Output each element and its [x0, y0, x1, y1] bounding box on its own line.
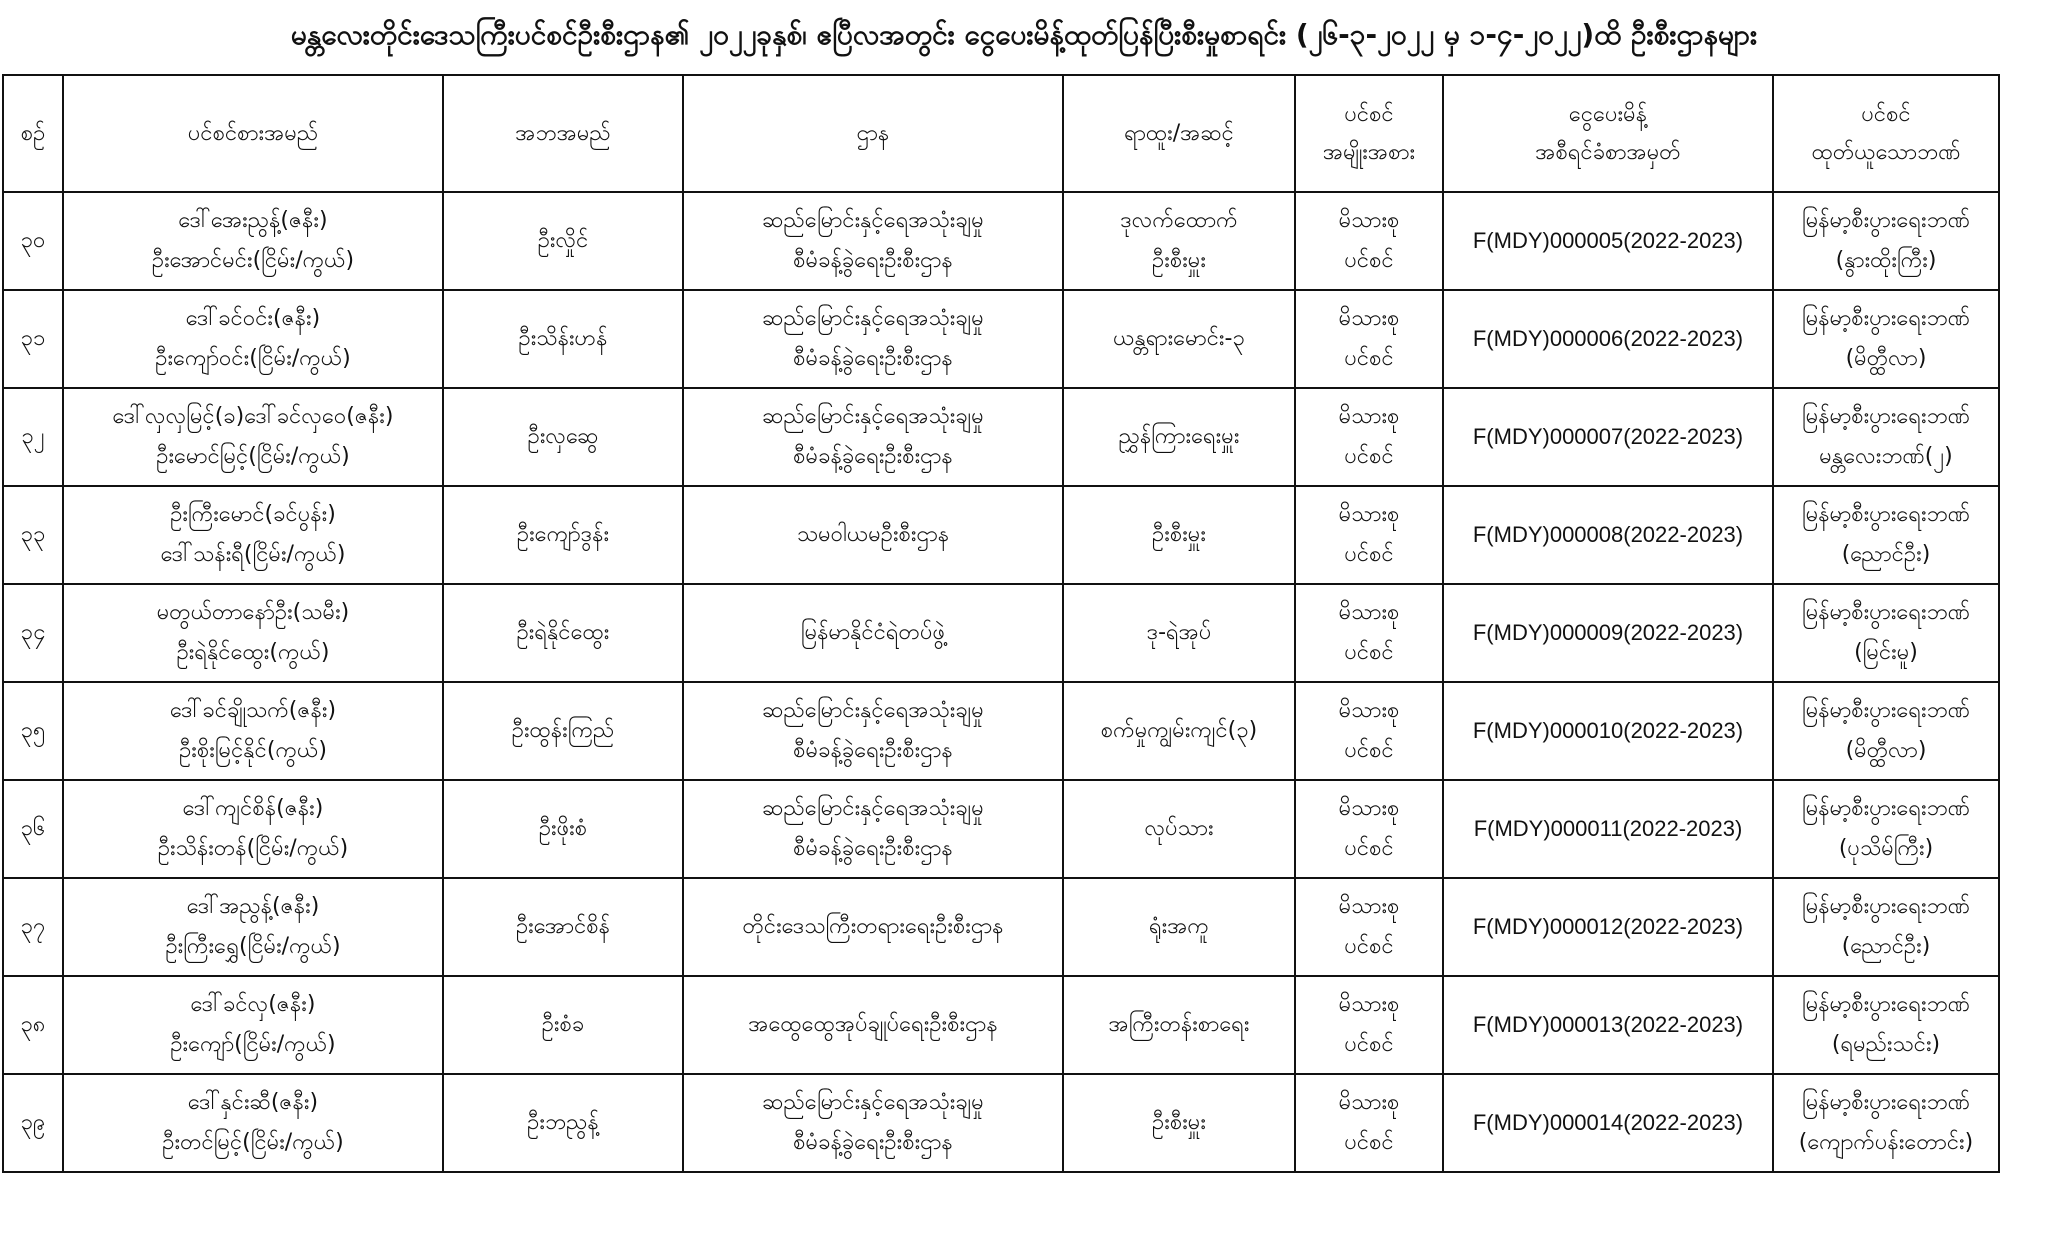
cell-pension-type — [1295, 290, 1443, 388]
cell-no — [3, 290, 63, 388]
cell-pension-type — [1295, 584, 1443, 682]
cell-position-line: ဦးစီးမှူး — [1152, 522, 1206, 547]
cell-pensioner — [63, 192, 443, 290]
cell-father-text: ဦးစံခ — [541, 1012, 585, 1037]
cell-bank-line: (မိတ္ထီလာ) — [1845, 738, 1927, 763]
cell-pension-type-line: ပင်စင် — [1344, 248, 1394, 273]
cell-pension-type-line: မိသားစု — [1338, 1090, 1400, 1115]
pension-register-table — [2, 74, 2000, 1173]
cell-bank-line: မြန်မာ့စီးပွားရေးဘဏ် — [1802, 894, 1970, 919]
cell-father — [443, 682, 683, 780]
cell-bank-line: မန္တလေးဘဏ်(၂) — [1819, 444, 1953, 469]
cell-father — [443, 192, 683, 290]
cell-pension-type — [1295, 192, 1443, 290]
cell-bank-line: မြန်မာ့စီးပွားရေးဘဏ် — [1802, 502, 1970, 527]
cell-pensioner — [63, 290, 443, 388]
cell-no-text: ၃၈ — [20, 1012, 46, 1037]
cell-position-line: ဒု-ရဲအုပ် — [1146, 620, 1212, 645]
cell-position-line: ဒုလက်ထောက် — [1120, 208, 1238, 233]
col-header-position — [1063, 75, 1295, 192]
cell-pension-type-line: ပင်စင် — [1344, 738, 1394, 763]
cell-position-line: ဦးစီးမှူး — [1152, 248, 1206, 273]
cell-department-line: ဆည်မြောင်းနှင့်ရေအသုံးချမှု — [762, 404, 984, 429]
cell-pension-type-line: ပင်စင် — [1344, 1130, 1394, 1155]
cell-pensioner-line: ဦးရဲနိုင်ထွေး(ကွယ်) — [176, 640, 330, 665]
cell-bank — [1773, 192, 1999, 290]
cell-position-line: ယန္တရားမောင်း-၃ — [1113, 326, 1245, 351]
cell-department-line: စီမံခန့်ခွဲရေးဦးစီးဌာန — [793, 444, 953, 469]
cell-department-line: ဆည်မြောင်းနှင့်ရေအသုံးချမှု — [762, 796, 984, 821]
cell-bank — [1773, 388, 1999, 486]
cell-pensioner — [63, 388, 443, 486]
cell-no — [3, 682, 63, 780]
cell-position-line: စက်မှုကျွမ်းကျင်(၃) — [1100, 718, 1258, 743]
cell-bank-line: (ပုသိမ်ကြီး) — [1838, 836, 1934, 861]
cell-pensioner-line: ဒေါ်ခင်ချိုသက်(ဇနီး) — [169, 698, 337, 723]
header-text: ပင်စင် — [1344, 101, 1394, 127]
cell-pensioner — [63, 1074, 443, 1172]
cell-department — [683, 192, 1063, 290]
cell-department-line: ဆည်မြောင်းနှင့်ရေအသုံးချမှု — [762, 1090, 984, 1115]
cell-pension-type-line: ပင်စင် — [1344, 542, 1394, 567]
cell-department-line: မြန်မာနိုင်ငံရဲတပ်ဖွဲ့ — [800, 620, 946, 645]
cell-no — [3, 388, 63, 486]
cell-bank — [1773, 290, 1999, 388]
cell-department-line: သမဝါယမဦးစီးဌာန — [796, 522, 950, 547]
cell-no-text: ၃၂ — [21, 424, 45, 449]
cell-no-text: ၃၀ — [20, 228, 46, 253]
cell-pension-type-line: မိသားစု — [1338, 796, 1400, 821]
cell-pension-type-line: ပင်စင် — [1344, 1032, 1394, 1057]
cell-pension-type — [1295, 486, 1443, 584]
cell-position — [1063, 486, 1295, 584]
cell-position — [1063, 388, 1295, 486]
cell-father — [443, 1074, 683, 1172]
cell-pension-type-line: ပင်စင် — [1344, 444, 1394, 469]
cell-pension-type-line: ပင်စင် — [1344, 346, 1394, 371]
cell-bank-line: မြန်မာ့စီးပွားရေးဘဏ် — [1802, 404, 1970, 429]
cell-order-no-text: F(MDY)000007(2022-2023) — [1472, 424, 1744, 449]
cell-order-no-text: F(MDY)000011(2022-2023) — [1473, 816, 1743, 841]
cell-pensioner-line: ဦးကြီးမောင်(ခင်ပွန်း) — [170, 502, 336, 527]
cell-department — [683, 486, 1063, 584]
cell-department-line: စီမံခန့်ခွဲရေးဦးစီးဌာန — [793, 836, 953, 861]
col-header-bank — [1773, 75, 1999, 192]
cell-position — [1063, 290, 1295, 388]
header-text: ပင်စင်စားအမည် — [187, 120, 319, 146]
cell-bank-line: (နွားထိုးကြီး) — [1835, 248, 1937, 273]
cell-bank — [1773, 584, 1999, 682]
cell-department — [683, 780, 1063, 878]
cell-department — [683, 388, 1063, 486]
cell-pension-type — [1295, 1074, 1443, 1172]
cell-position — [1063, 1074, 1295, 1172]
header-text: အစီရင်ခံစာအမှတ် — [1535, 139, 1681, 165]
cell-order-no-text: F(MDY)000013(2022-2023) — [1472, 1012, 1744, 1037]
cell-pensioner-line: ဦးကြီးရွှေ(ငြိမ်း/ကွယ်) — [165, 934, 341, 959]
cell-pensioner — [63, 976, 443, 1074]
col-header-no — [3, 75, 63, 192]
header-text: စဉ် — [20, 120, 46, 146]
cell-order-no — [1443, 192, 1773, 290]
cell-position — [1063, 192, 1295, 290]
cell-no-text: ၃၅ — [20, 718, 46, 743]
cell-pensioner-line: ဦးတင်မြင့်(ငြိမ်း/ကွယ်) — [162, 1130, 344, 1155]
cell-father-text: ဦးဘညွန့် — [527, 1110, 599, 1135]
cell-order-no-text: F(MDY)000006(2022-2023) — [1472, 326, 1744, 351]
table-body — [3, 192, 1999, 1172]
cell-department — [683, 290, 1063, 388]
cell-no-text: ၃၇ — [20, 914, 46, 939]
cell-bank-line: မြန်မာ့စီးပွားရေးဘဏ် — [1802, 698, 1970, 723]
cell-pensioner-line: ဒေါ်ခင်ဝင်း(ဇနီး) — [185, 306, 321, 331]
cell-no-text: ၃၁ — [20, 326, 46, 351]
table-row — [3, 1074, 1999, 1172]
cell-pension-type-line: ပင်စင် — [1344, 934, 1394, 959]
cell-order-no-text: F(MDY)000009(2022-2023) — [1472, 620, 1744, 645]
cell-pensioner-line: ဦးကျော်ဝင်း(ငြိမ်း/ကွယ်) — [155, 346, 351, 371]
col-header-pensioner — [63, 75, 443, 192]
cell-order-no — [1443, 976, 1773, 1074]
table-row — [3, 682, 1999, 780]
cell-bank-line: မြန်မာ့စီးပွားရေးဘဏ် — [1802, 208, 1970, 233]
cell-pensioner — [63, 878, 443, 976]
table-row — [3, 976, 1999, 1074]
cell-pension-type — [1295, 388, 1443, 486]
cell-position — [1063, 584, 1295, 682]
cell-no-text: ၃၆ — [20, 816, 46, 841]
cell-position-line: ညွှန်ကြားရေးမှူး — [1118, 424, 1240, 449]
cell-order-no — [1443, 780, 1773, 878]
cell-no — [3, 192, 63, 290]
cell-pensioner — [63, 682, 443, 780]
cell-bank — [1773, 486, 1999, 584]
cell-department-line: စီမံခန့်ခွဲရေးဦးစီးဌာန — [793, 248, 953, 273]
cell-no — [3, 780, 63, 878]
cell-bank-line: မြန်မာ့စီးပွားရေးဘဏ် — [1802, 600, 1970, 625]
cell-father-text: ဦးလှဆွေ — [527, 424, 599, 449]
cell-order-no-text: F(MDY)000005(2022-2023) — [1472, 228, 1744, 253]
page-title: မန္တလေးတိုင်းဒေသကြီးပင်စင်ဦးစီးဌာန၏ ၂၀၂၂ခုနှစ်၊ ဧပြီလအတွင်း ငွေပေးမိန့်ထုတ်ပြန်ပြီးစီးမှုစာရင်း (၂၆-၃-၂၀၂၂ မှ ၁-၄-၂၀၂၂)ထိ ဦးစီးဌာနများ — [290, 18, 1758, 51]
cell-department-line: အထွေထွေအုပ်ချုပ်ရေးဦးစီးဌာန — [748, 1012, 998, 1037]
cell-no-text: ၃၉ — [20, 1110, 46, 1135]
cell-position-line: အကြီးတန်းစာရေး — [1108, 1012, 1250, 1037]
col-header-pension-type — [1295, 75, 1443, 192]
cell-bank — [1773, 780, 1999, 878]
cell-pensioner-line: ဒေါ်နှင်းဆီ(ဇနီး) — [187, 1090, 319, 1115]
cell-order-no — [1443, 388, 1773, 486]
cell-bank-line: မြန်မာ့စီးပွားရေးဘဏ် — [1802, 306, 1970, 331]
cell-pensioner — [63, 584, 443, 682]
cell-bank-line: မြန်မာ့စီးပွားရေးဘဏ် — [1802, 992, 1970, 1017]
cell-father — [443, 388, 683, 486]
cell-pensioner-line: ဒေါ်ကျင်စိန်(ဇနီး) — [182, 796, 324, 821]
cell-order-no — [1443, 1074, 1773, 1172]
cell-father-text: ဦးဖိုးစံ — [538, 816, 588, 841]
table-row — [3, 780, 1999, 878]
table-row — [3, 486, 1999, 584]
cell-order-no-text: F(MDY)000008(2022-2023) — [1472, 522, 1744, 547]
table-row — [3, 388, 1999, 486]
cell-pensioner-line: ဒေါ်ခင်လှ(ဇနီး) — [190, 992, 316, 1017]
cell-order-no-text: F(MDY)000010(2022-2023) — [1472, 718, 1744, 743]
cell-position — [1063, 976, 1295, 1074]
cell-pensioner-line: ဦးမောင်မြင့်(ငြိမ်း/ကွယ်) — [156, 444, 350, 469]
col-header-order-no — [1443, 75, 1773, 192]
cell-no — [3, 584, 63, 682]
header-text: ဌာန — [856, 120, 890, 146]
cell-bank — [1773, 878, 1999, 976]
cell-pensioner — [63, 486, 443, 584]
cell-department — [683, 682, 1063, 780]
cell-department-line: ဆည်မြောင်းနှင့်ရေအသုံးချမှု — [762, 208, 984, 233]
cell-no — [3, 878, 63, 976]
cell-pension-type — [1295, 878, 1443, 976]
cell-father-text: ဦးရဲနိုင်ထွေး — [516, 620, 610, 645]
cell-no-text: ၃၄ — [20, 620, 46, 645]
cell-position-line: ရုံးအကူ — [1149, 914, 1209, 939]
cell-pensioner-line: ဒေါ်အေးညွန့်(ဇနီး) — [178, 208, 328, 233]
header-text: ပင်စင် — [1861, 101, 1911, 127]
cell-father-text: ဦးသိန်းဟန် — [518, 326, 608, 351]
cell-bank-line: မြန်မာ့စီးပွားရေးဘဏ် — [1802, 796, 1970, 821]
cell-department-line: စီမံခန့်ခွဲရေးဦးစီးဌာန — [793, 1130, 953, 1155]
cell-father — [443, 976, 683, 1074]
cell-father — [443, 584, 683, 682]
cell-father — [443, 486, 683, 584]
cell-bank — [1773, 1074, 1999, 1172]
cell-department-line: စီမံခန့်ခွဲရေးဦးစီးဌာန — [793, 346, 953, 371]
cell-pensioner-line: ဒေါ်လှလှမြင့်(ခ)ဒေါ်ခင်လှဝေ(ဇနီး) — [112, 404, 394, 429]
col-header-department — [683, 75, 1063, 192]
table-row — [3, 192, 1999, 290]
cell-position — [1063, 682, 1295, 780]
table-row — [3, 584, 1999, 682]
cell-pension-type — [1295, 780, 1443, 878]
cell-pension-type-line: မိသားစု — [1338, 698, 1400, 723]
cell-pension-type-line: ပင်စင် — [1344, 836, 1394, 861]
cell-bank — [1773, 976, 1999, 1074]
cell-pension-type-line: မိသားစု — [1338, 992, 1400, 1017]
cell-father — [443, 878, 683, 976]
cell-order-no — [1443, 682, 1773, 780]
cell-pension-type-line: မိသားစု — [1338, 600, 1400, 625]
cell-pension-type-line: မိသားစု — [1338, 306, 1400, 331]
cell-pension-type-line: မိသားစု — [1338, 502, 1400, 527]
cell-order-no — [1443, 584, 1773, 682]
header-text: ငွေပေးမိန့် — [1568, 101, 1648, 127]
cell-department — [683, 878, 1063, 976]
cell-pensioner-line: ဦးကျော်(ငြိမ်း/ကွယ်) — [170, 1032, 336, 1057]
cell-department — [683, 584, 1063, 682]
cell-bank-line: (ရမည်းသင်း) — [1831, 1032, 1941, 1057]
cell-no — [3, 1074, 63, 1172]
cell-department-line: ဆည်မြောင်းနှင့်ရေအသုံးချမှု — [762, 698, 984, 723]
cell-father-text: ဦးထွန်းကြည် — [511, 718, 615, 743]
cell-pension-type-line: မိသားစု — [1338, 404, 1400, 429]
cell-pension-type-line: မိသားစု — [1338, 894, 1400, 919]
cell-pensioner-line: ဒေါ်အညွန့်(ဇနီး) — [186, 894, 320, 919]
cell-bank-line: (ညောင်ဦး) — [1841, 934, 1931, 959]
cell-bank-line: (ကျောက်ပန်းတောင်း) — [1798, 1130, 1974, 1155]
cell-father-text: ဦးလှိုင် — [537, 228, 589, 253]
cell-pension-type-line: ပင်စင် — [1344, 640, 1394, 665]
cell-pensioner-line: မတွယ်တာနော်ဦး(သမီး) — [156, 600, 350, 625]
cell-position-line: ဦးစီးမှူး — [1152, 1110, 1206, 1135]
cell-department — [683, 1074, 1063, 1172]
cell-department-line: တိုင်းဒေသကြီးတရားရေးဦးစီးဌာန — [742, 914, 1004, 939]
cell-bank — [1773, 682, 1999, 780]
header-text: အမျိုးအစား — [1322, 139, 1416, 165]
cell-position — [1063, 878, 1295, 976]
cell-pension-type — [1295, 682, 1443, 780]
cell-pensioner-line: ဦးစိုးမြင့်နိုင်(ကွယ်) — [179, 738, 327, 763]
cell-no — [3, 976, 63, 1074]
cell-department-line: စီမံခန့်ခွဲရေးဦးစီးဌာန — [793, 738, 953, 763]
cell-order-no — [1443, 486, 1773, 584]
cell-pensioner-line: ဒေါ်သန်းရီ(ငြိမ်း/ကွယ်) — [160, 542, 346, 567]
cell-bank-line: (မိတ္ထီလာ) — [1845, 346, 1927, 371]
cell-order-no — [1443, 878, 1773, 976]
cell-pension-type — [1295, 976, 1443, 1074]
cell-pensioner — [63, 780, 443, 878]
cell-no-text: ၃၃ — [20, 522, 46, 547]
cell-father — [443, 290, 683, 388]
table-header-row — [3, 75, 1999, 192]
header-text: ရာထူး/အဆင့် — [1124, 120, 1234, 146]
header-text: ထုတ်ယူသောဘဏ် — [1811, 139, 1961, 165]
cell-bank-line: မြန်မာ့စီးပွားရေးဘဏ် — [1802, 1090, 1970, 1115]
cell-father-text: ဦးအောင်စိန် — [515, 914, 611, 939]
table-row — [3, 290, 1999, 388]
cell-department-line: ဆည်မြောင်းနှင့်ရေအသုံးချမှု — [762, 306, 984, 331]
header-text: အဘအမည် — [515, 120, 611, 146]
cell-order-no — [1443, 290, 1773, 388]
cell-position — [1063, 780, 1295, 878]
col-header-father — [443, 75, 683, 192]
table-row — [3, 878, 1999, 976]
cell-bank-line: (ညောင်ဦး) — [1841, 542, 1931, 567]
cell-pension-type-line: မိသားစု — [1338, 208, 1400, 233]
cell-bank-line: (မြင်းမူ) — [1854, 640, 1918, 665]
cell-department — [683, 976, 1063, 1074]
cell-pensioner-line: ဦးအောင်မင်း(ငြိမ်း/ကွယ်) — [151, 248, 355, 273]
cell-no — [3, 486, 63, 584]
cell-position-line: လုပ်သား — [1144, 816, 1214, 841]
cell-father — [443, 780, 683, 878]
cell-father-text: ဦးကျော်ဒွန်း — [516, 522, 610, 547]
cell-order-no-text: F(MDY)000014(2022-2023) — [1472, 1110, 1744, 1135]
cell-pensioner-line: ဦးသိန်းတန်(ငြိမ်း/ကွယ်) — [157, 836, 349, 861]
cell-order-no-text: F(MDY)000012(2022-2023) — [1472, 914, 1744, 939]
